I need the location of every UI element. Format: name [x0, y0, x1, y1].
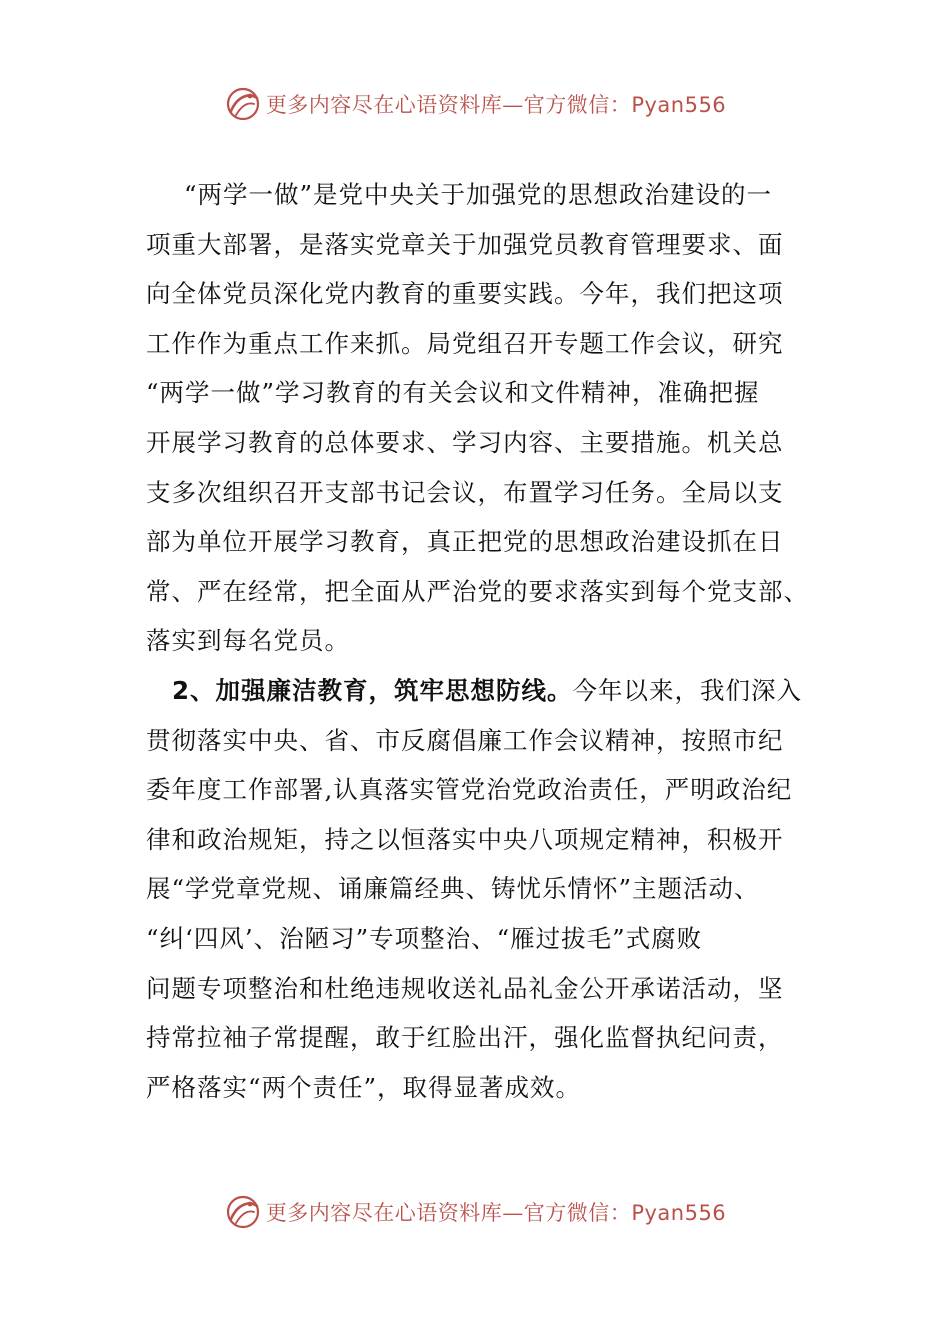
paragraph-integrity-education — [146, 666, 806, 1112]
heading-continuation: 今年以来，我们深入 — [572, 675, 803, 705]
paragraph-line: 落实到每名党员。 — [146, 626, 350, 656]
paragraph-line: 委年度工作部署,认真落实管党治党政治责任，严明政治纪 — [146, 775, 793, 805]
section-heading: 2、加强廉洁教育，筑牢思想防线。 — [172, 675, 573, 705]
paragraph-line: “纠‘四风’、治陋习”专项整治、“雁过拔毛”式腐败 — [146, 923, 703, 953]
wechat-id: Pyan556 — [631, 1201, 727, 1225]
paragraph-line: “两学一做”学习教育的有关会议和文件精神，准确把握 — [146, 378, 760, 408]
paragraph-line: 支多次组织召开支部书记会议，布置学习任务。全局以支 — [146, 477, 784, 507]
paragraph-line: 展“学党章党规、诵廉篇经典、铸忧乐情怀”主题活动、 — [146, 874, 760, 904]
brand-logo-icon — [224, 1193, 262, 1231]
paragraph-line: 贯彻落实中央、省、市反腐倡廉工作会议精神，按照市纪 — [146, 725, 784, 755]
footer-watermark — [0, 1190, 950, 1234]
paragraph-line: 问题专项整治和杜绝违规收送礼品礼金公开承诺活动，坚 — [146, 973, 784, 1003]
paragraph-line: 常、严在经常，把全面从严治党的要求落实到每个党支部、 — [146, 576, 809, 606]
paragraph-line: 开展学习教育的总体要求、学习内容、主要措施。机关总 — [146, 427, 784, 457]
paragraph-line: 工作作为重点工作来抓。局党组召开专题工作会议，研究 — [146, 328, 784, 358]
paragraph-line: “两学一做”是党中央关于加强党的思想政治建设的一 — [184, 180, 773, 209]
paragraph-line: 持常拉袖子常提醒，敢于红脸出汗，强化监督执纪问责， — [146, 1023, 784, 1053]
document-body — [146, 170, 809, 1112]
paragraph-line: 严格落实“两个责任”，取得显著成效。 — [146, 1072, 582, 1102]
paragraph-line: 向全体党员深化党内教育的重要实践。今年，我们把这项 — [146, 279, 784, 309]
paragraph-line: 项重大部署，是落实党章关于加强党员教育管理要求、面 — [146, 229, 784, 259]
paragraph-line: 部为单位开展学习教育，真正把党的思想政治建设抓在日 — [146, 527, 784, 557]
paragraph-line: 律和政治规矩，持之以恒落实中央八项规定精神，积极开 — [146, 824, 784, 854]
wechat-id: Pyan556 — [631, 93, 727, 117]
paragraph-first-line — [146, 666, 806, 716]
header-watermark — [0, 82, 950, 126]
paragraph-two-study-one-do — [146, 170, 809, 666]
watermark-text: 更多内容尽在心语资料库—官方微信： — [265, 1201, 632, 1225]
watermark-text: 更多内容尽在心语资料库—官方微信： — [265, 93, 632, 117]
brand-logo-icon — [224, 85, 262, 123]
